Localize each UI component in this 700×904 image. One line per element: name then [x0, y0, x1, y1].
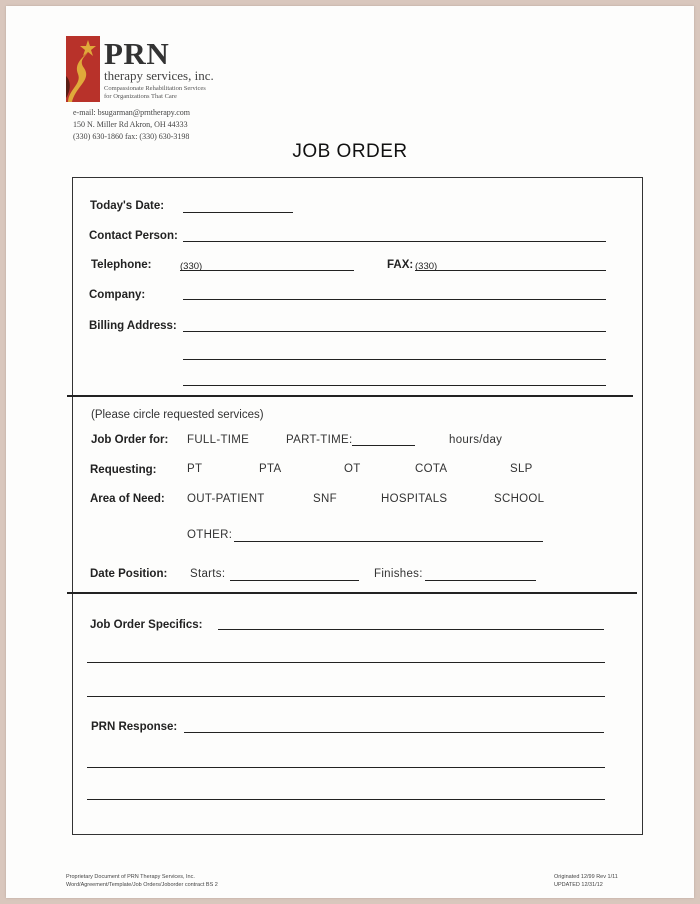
brand-name: PRN — [104, 36, 170, 71]
tagline-line-1: Compassionate Rehabilitation Services — [104, 85, 206, 92]
footer-updated: UPDATED 12/31/12 — [554, 882, 603, 888]
requesting-label: Requesting: — [90, 464, 157, 476]
contact-person-field[interactable] — [183, 241, 606, 242]
footer-originated: Originated 12/99 Rev 1/11 — [554, 874, 618, 880]
section-divider-1 — [67, 395, 633, 397]
fax-prefix: (330) — [415, 261, 438, 272]
starts-label: Starts: — [190, 568, 226, 580]
company-field[interactable] — [183, 299, 606, 300]
billing-address-line-3[interactable] — [183, 385, 606, 386]
hours-per-day-field[interactable] — [352, 445, 415, 446]
todays-date-label: Today's Date: — [90, 200, 165, 212]
response-line-2[interactable] — [87, 767, 605, 768]
option-hospitals[interactable]: HOSPITALS — [381, 493, 448, 505]
section-divider-2 — [67, 592, 637, 594]
option-ot[interactable]: OT — [344, 463, 361, 475]
company-label: Company: — [89, 289, 146, 301]
contact-address: 150 N. Miller Rd Akron, OH 44333 — [73, 120, 188, 129]
date-position-label: Date Position: — [90, 568, 168, 580]
page-title: JOB ORDER — [292, 141, 408, 162]
billing-address-line-2[interactable] — [183, 359, 606, 360]
prn-logo-icon — [66, 36, 100, 102]
contact-phones: (330) 630-1860 fax: (330) 630-3198 — [73, 132, 190, 141]
other-label: OTHER: — [187, 529, 233, 541]
option-cota[interactable]: COTA — [415, 463, 448, 475]
finishes-field[interactable] — [425, 580, 536, 581]
hours-day-label: hours/day — [449, 434, 503, 446]
specifics-line-3[interactable] — [87, 696, 605, 697]
form-box — [72, 177, 643, 835]
todays-date-field[interactable] — [183, 212, 293, 213]
option-pt[interactable]: PT — [187, 463, 203, 475]
option-pta[interactable]: PTA — [259, 463, 282, 475]
starts-field[interactable] — [230, 580, 359, 581]
contact-block — [73, 107, 190, 143]
response-line-1[interactable] — [184, 732, 604, 733]
footer-path: Word/Agreement/Template/Job Orders/Joborder contract BS 2 — [66, 882, 218, 888]
footer-right — [554, 873, 618, 889]
footer-left — [66, 873, 218, 889]
option-part-time[interactable]: PART-TIME: — [286, 434, 353, 446]
option-slp[interactable]: SLP — [510, 463, 533, 475]
contact-person-label: Contact Person: — [89, 230, 178, 242]
telephone-prefix: (330) — [180, 261, 203, 272]
specifics-line-2[interactable] — [87, 662, 605, 663]
brand-tagline — [104, 85, 234, 101]
billing-address-line-1[interactable] — [183, 331, 606, 332]
specifics-line-1[interactable] — [218, 629, 604, 630]
billing-address-label: Billing Address: — [89, 320, 177, 332]
area-of-need-label: Area of Need: — [90, 493, 165, 505]
job-order-specifics-label: Job Order Specifics: — [90, 619, 203, 631]
job-order-for-label: Job Order for: — [91, 434, 169, 446]
other-field[interactable] — [234, 541, 543, 542]
footer-proprietary: Proprietary Document of PRN Therapy Services, Inc. — [66, 874, 195, 880]
telephone-field[interactable] — [180, 270, 354, 271]
contact-email: e-mail: bsugarman@prntherapy.com — [73, 108, 191, 117]
response-line-3[interactable] — [87, 799, 605, 800]
fax-label: FAX: — [387, 259, 414, 271]
option-school[interactable]: SCHOOL — [494, 493, 545, 505]
prn-response-label: PRN Response: — [91, 721, 178, 733]
telephone-label: Telephone: — [91, 259, 152, 271]
brand-subtitle: therapy services, inc. — [104, 68, 214, 83]
circle-instruction: (Please circle requested services) — [91, 409, 264, 421]
option-full-time[interactable]: FULL-TIME — [187, 434, 250, 446]
fax-field[interactable] — [415, 270, 606, 271]
tagline-line-2: for Organizations That Care — [104, 93, 177, 100]
option-out-patient[interactable]: OUT-PATIENT — [187, 493, 265, 505]
option-snf[interactable]: SNF — [313, 493, 337, 505]
finishes-label: Finishes: — [374, 568, 423, 580]
